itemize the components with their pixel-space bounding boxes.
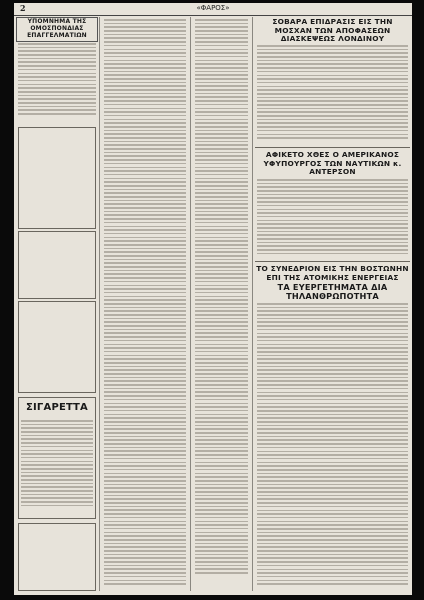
column-rule (99, 17, 100, 591)
masthead (14, 3, 412, 16)
column-rule (252, 17, 253, 591)
column-2 (102, 17, 188, 591)
column1-body (18, 43, 96, 117)
divider (255, 147, 410, 148)
second-headline: ΑΦΙΚΕΤΟ ΧΘΕΣ Ο ΑΜΕΡΙΚΑΝΟΣ ΥΦΥΠΟΥΡΓΟΣ ΤΩΝ ΝΑΥΤΙΚΩΝ κ. ΑΝΤΕΡΣΟΝ (263, 150, 402, 177)
column-3 (193, 17, 250, 591)
fourth-headline: ΤΑ ΕΥΕΡΓΕΤΗΜΑΤΑ ΔΙΑ ΤΗΛΑΝΘΡΩΠΟΤΗΤΑ (277, 282, 388, 302)
advertisement (18, 231, 96, 299)
third-article-body (257, 303, 408, 589)
newspaper-page (14, 3, 412, 595)
paper-name: «ΦΑΡΟΣ» (196, 4, 230, 12)
advertisement (18, 127, 96, 229)
column3-body (195, 19, 248, 576)
lead-article-body (257, 45, 408, 145)
second-article-body (257, 179, 408, 259)
advertisement-title: ΣΙΓΑΡΕΤΤΑ (25, 402, 88, 413)
page-number: 2 (20, 3, 26, 13)
column-1 (16, 17, 98, 591)
advertisement (18, 301, 96, 393)
lead-headline: ΣΟΒΑΡΑ ΕΠΙΔΡΑΣΙΣ ΕΙΣ ΤΗΝ ΜΟΣΧΑΝ ΤΩΝ ΑΠΟΦΑΣΕΩΝ ΔΙΑΣΚΕΨΕΩΣ ΛΟΝΔΙΝΟΥ (272, 17, 393, 44)
column1-headline: ΥΠΟΜΝΗΜΑ ΤΗΣ ΟΜΟΣΠΟΝΔΙΑΣ ΕΠΑΓΓΕΛΜΑΤΙΩΝ (16, 17, 98, 42)
advertisement (18, 523, 96, 591)
divider (255, 261, 410, 262)
cigarette-advertisement (18, 397, 96, 519)
column-rule (190, 17, 191, 591)
main-news (255, 17, 410, 591)
third-headline: ΤΟ ΣΥΝΕΔΡΙΟΝ ΕΙΣ ΤΗΝ ΒΟΣΤΩΝΗΝ ΕΠΙ ΤΗΣ ΑΤΟΜΙΚΗΣ ΕΝΕΡΓΕΙΑΣ (256, 264, 409, 282)
column2-body (104, 19, 186, 587)
